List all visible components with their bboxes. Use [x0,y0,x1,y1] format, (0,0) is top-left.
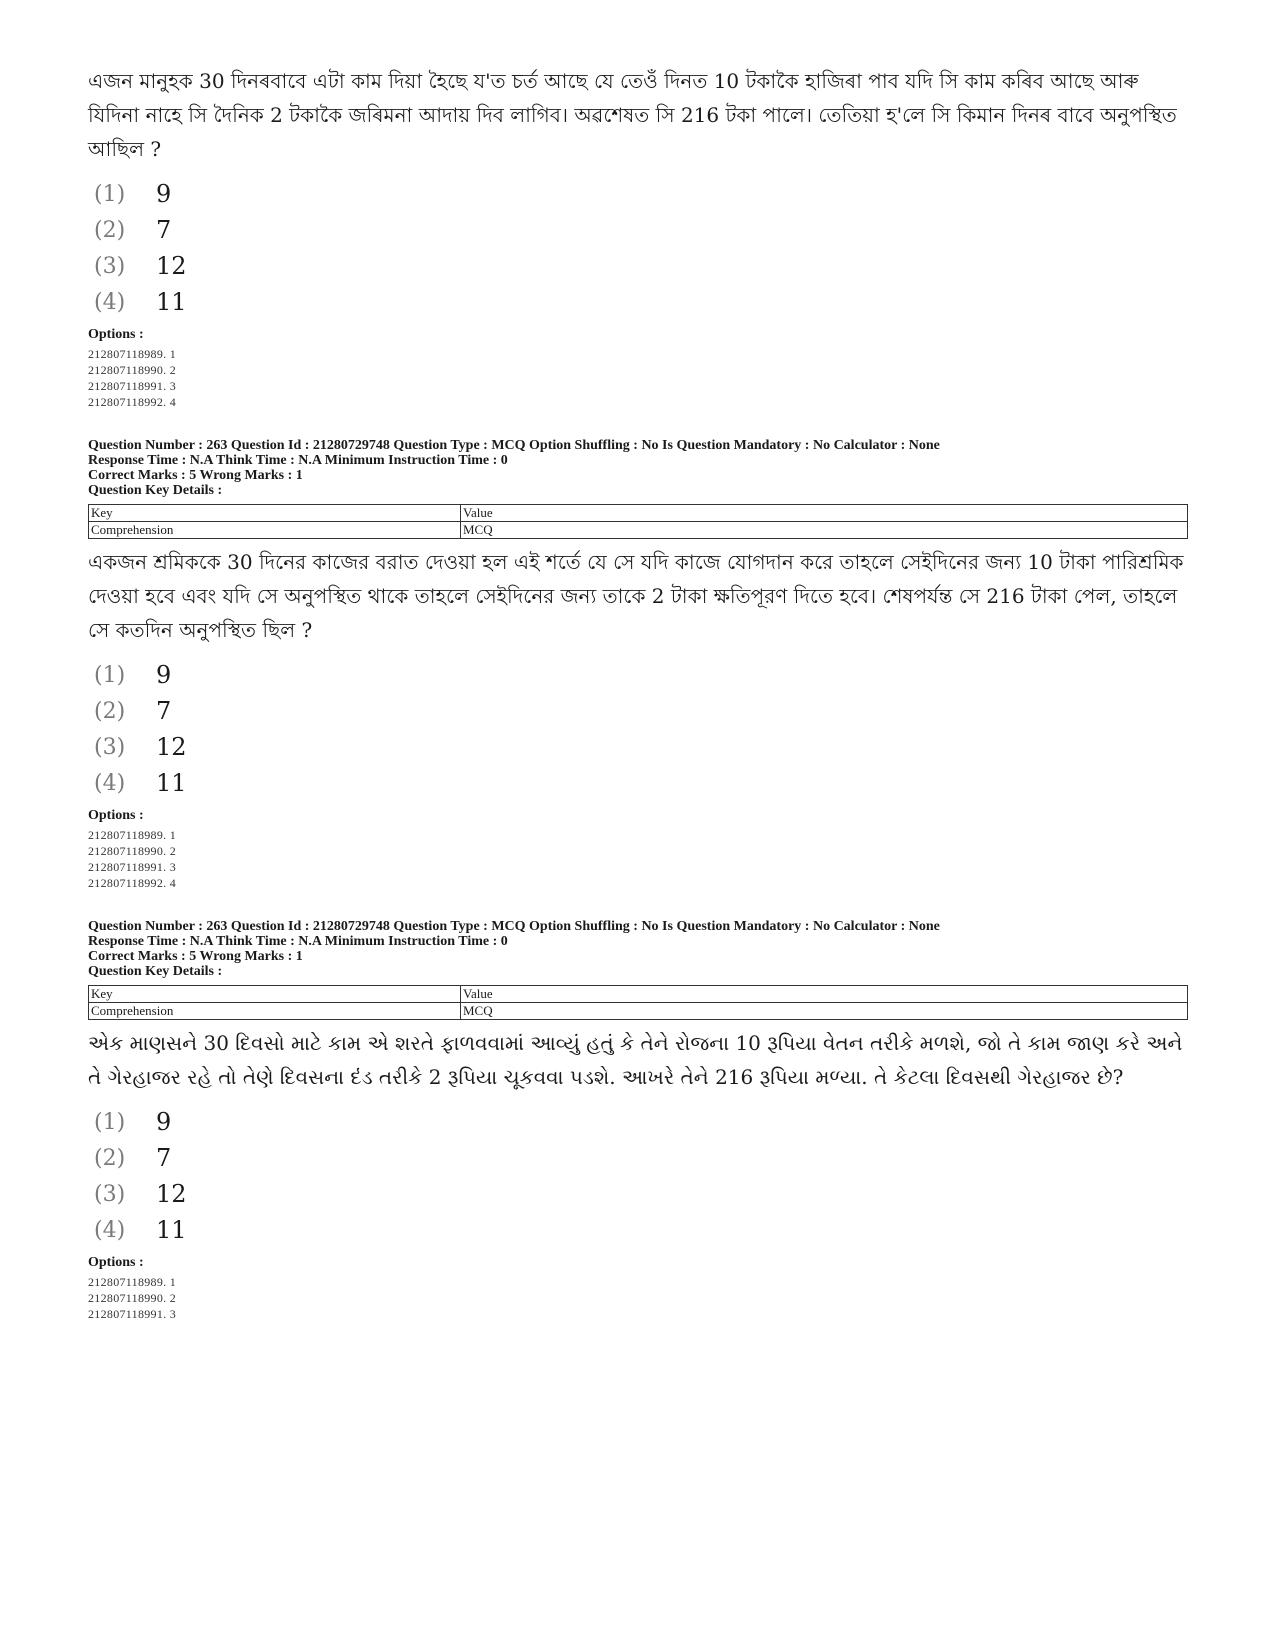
option-id: 212807118992. 4 [88,876,177,890]
key-details-label: Question Key Details : [88,483,223,498]
question-meta-line: Question Number : 263 Question Id : 21280729748 Question Type : MCQ Option Shuffling : No Is Question Mandatory : No Calculator : None [88,919,940,934]
question-paper-page [88,58,1188,1322]
question-key-table [88,985,1188,1020]
table-row [89,1003,1188,1020]
option-number: (2) [94,217,126,243]
option-4 [94,1212,1188,1248]
answer-options [94,176,1188,320]
option-ids-block [88,1252,1188,1322]
option-value: 12 [156,1180,187,1208]
question-text: এজন মানুহক 30 দিনৰবাবে এটা কাম দিয়া হৈছে য'ত চৰ্ত আছে যে তেওঁ দিনত 10 টকাকৈ হাজিৰা পাব যদি সি কাম কৰিব আছে আৰু যিদিনা নাহে সি দৈনিক 2 টকাকৈ জৰিমনা আদায় দিব লাগিব। অৱশেষত সি 216 টকা পালে। তেতিয়া হ'লে সি কিমান দিনৰ বাবে অনুপস্থিত আছিল ? [88,69,1177,161]
option-number: (3) [94,1181,126,1207]
option-value: 11 [156,769,187,797]
marks-line: Correct Marks : 5 Wrong Marks : 1 [88,949,303,964]
option-value: 9 [156,661,172,689]
option-id: 212807118991. 3 [88,379,177,393]
option-id: 212807118989. 1 [88,347,177,361]
option-id: 212807118990. 2 [88,844,177,858]
options-label: Options : [88,1255,144,1270]
option-number: (4) [94,1217,126,1243]
option-number: (3) [94,253,126,279]
question-text: એક માણસને 30 દિવસો માટે કામ એ શરતે ફાળવવામાં આવ્યું હતું કે તેને રોજના 10 રૂપિયા વેતન તરીકે મળશે, જો તે કામ જાણ કરે અને તે ગેરહાજર રહે તો તેણે દિવસના દંડ તરીકે 2 રૂપિયા ચૂકવવા પડશે. આખરે તેને 216 રૂપિયા મળ્યા. તે કેટલા દિવસથી ગેરહાજર છે? [88,1031,1183,1089]
option-ids-block [88,324,1188,410]
option-value: 7 [156,1144,172,1172]
question-bengali [88,438,1188,891]
question-gujarati [88,919,1188,1322]
question-meta-line: Question Number : 263 Question Id : 21280729748 Question Type : MCQ Option Shuffling : No Is Question Mandatory : No Calculator : None [88,438,940,453]
option-number: (3) [94,734,126,760]
option-number: (4) [94,770,126,796]
option-number: (1) [94,181,126,207]
question-meta [88,919,1188,979]
options-label: Options : [88,808,144,823]
marks-line: Correct Marks : 5 Wrong Marks : 1 [88,468,303,483]
table-cell: MCQ [461,522,1188,539]
option-1 [94,1104,1188,1140]
question-meta-line: Response Time : N.A Think Time : N.A Minimum Instruction Time : 0 [88,453,508,468]
option-value: 7 [156,216,172,244]
option-ids-block [88,805,1188,891]
table-cell: Comprehension [89,522,461,539]
option-4 [94,765,1188,801]
question-key-table [88,504,1188,539]
question-text: একজন শ্রমিককে 30 দিনের কাজের বরাত দেওয়া হল এই শর্তে যে সে যদি কাজে যোগদান করে তাহলে সেইদিনের জন্য 10 টাকা পারিশ্রমিক দেওয়া হবে এবং যদি সে অনুপস্থিত থাকে তাহলে সেইদিনের জন্য তাকে 2 টাকা ক্ষতিপূরণ দিতে হবে। শেষপর্যন্ত সে 216 টাকা পেল, তাহলে সে কতদিন অনুপস্থিত ছিল ? [88,550,1184,642]
table-header-row [89,986,1188,1003]
option-value: 12 [156,733,187,761]
answer-options [94,657,1188,801]
option-id: 212807118991. 3 [88,1307,177,1321]
table-cell: MCQ [461,1003,1188,1020]
option-value: 9 [156,1108,172,1136]
option-value: 11 [156,1216,187,1244]
option-1 [94,657,1188,693]
option-3 [94,1176,1188,1212]
question-meta-line: Response Time : N.A Think Time : N.A Minimum Instruction Time : 0 [88,934,508,949]
option-value: 11 [156,288,187,316]
question-meta [88,438,1188,498]
option-id: 212807118991. 3 [88,860,177,874]
option-value: 12 [156,252,187,280]
option-id: 212807118989. 1 [88,828,177,842]
answer-options [94,1104,1188,1248]
table-header-cell: Value [461,986,1188,1003]
option-id: 212807118992. 4 [88,395,177,409]
table-header-cell: Key [89,505,461,522]
option-number: (2) [94,698,126,724]
key-details-label: Question Key Details : [88,964,223,979]
option-number: (2) [94,1145,126,1171]
option-number: (1) [94,662,126,688]
option-1 [94,176,1188,212]
option-2 [94,1140,1188,1176]
table-header-cell: Key [89,986,461,1003]
option-3 [94,729,1188,765]
question-assamese [88,64,1188,410]
option-value: 7 [156,697,172,725]
option-2 [94,212,1188,248]
table-header-row [89,505,1188,522]
option-3 [94,248,1188,284]
option-number: (4) [94,289,126,315]
options-label: Options : [88,327,144,342]
option-2 [94,693,1188,729]
table-row [89,522,1188,539]
option-value: 9 [156,180,172,208]
table-header-cell: Value [461,505,1188,522]
option-number: (1) [94,1109,126,1135]
option-id: 212807118990. 2 [88,1291,177,1305]
option-id: 212807118989. 1 [88,1275,177,1289]
option-4 [94,284,1188,320]
option-id: 212807118990. 2 [88,363,177,377]
table-cell: Comprehension [89,1003,461,1020]
